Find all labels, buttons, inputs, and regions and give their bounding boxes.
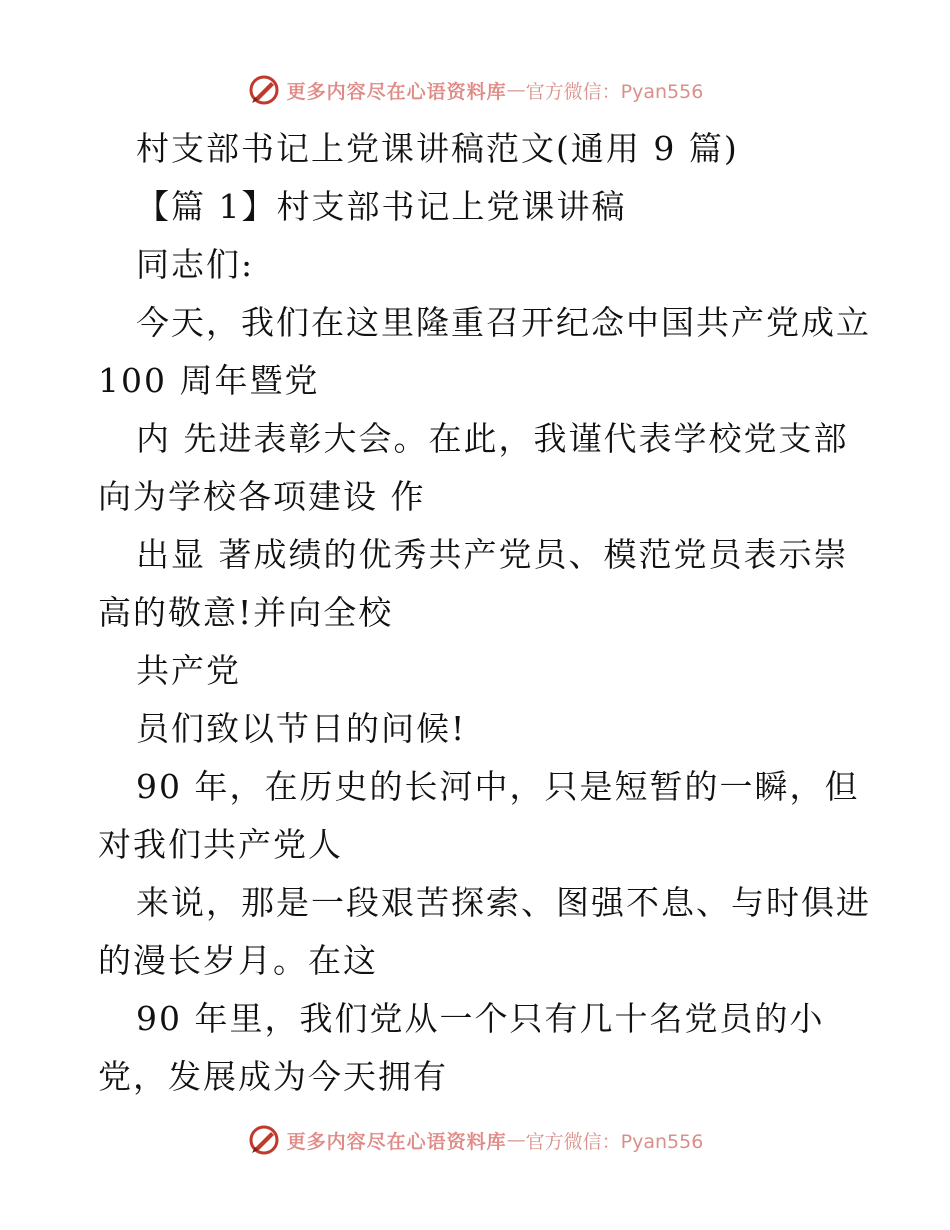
watermark-wechat-text: 官方微信：Pyan556 bbox=[525, 80, 704, 103]
document-title: 村支部书记上党课讲稿范文(通用 9 篇) bbox=[136, 129, 739, 168]
watermark-separator: — bbox=[506, 79, 526, 101]
section-heading: 【篇 1】村支部书记上党课讲稿 bbox=[136, 187, 627, 226]
paragraph-line: 对我们共产党人 bbox=[98, 825, 343, 864]
paragraph-line: 高的敬意!并向全校 bbox=[98, 593, 394, 632]
paragraph-line: 内 先进表彰大会。在此，我谨代表学校党支部 bbox=[136, 419, 849, 458]
paragraph-line: 向为学校各项建设 作 bbox=[98, 477, 426, 516]
paragraph-line: 出显 著成绩的优秀共产党员、模范党员表示崇 bbox=[136, 535, 849, 574]
watermark-brand-text: 更多内容尽在心语资料库 bbox=[286, 80, 507, 103]
paragraph-line: 来说，那是一段艰苦探索、图强不息、与时俱进 bbox=[136, 883, 871, 922]
watermark-brand-text: 更多内容尽在心语资料库 bbox=[286, 1130, 507, 1153]
paragraph-line: 的漫长岁月。在这 bbox=[98, 941, 378, 980]
paragraph-line: 90 年里，我们党从一个只有几十名党员的小 bbox=[136, 999, 825, 1038]
watermark-wechat-text: 官方微信：Pyan556 bbox=[525, 1130, 704, 1153]
paragraph-line: 员们致以节日的问候! bbox=[136, 709, 467, 748]
paragraph-line: 党，发展成为今天拥有 bbox=[98, 1057, 448, 1096]
footer-watermark bbox=[0, 1120, 950, 1160]
header-watermark bbox=[0, 70, 950, 110]
pen-circle-logo-icon bbox=[247, 73, 281, 107]
paragraph-line: 90 年，在历史的长河中，只是短暂的一瞬，但 bbox=[136, 767, 860, 806]
watermark-separator: — bbox=[506, 1129, 526, 1151]
paragraph-line: 100 周年暨党 bbox=[98, 361, 320, 400]
document-body bbox=[98, 120, 871, 1106]
paragraph-line: 今天，我们在这里隆重召开纪念中国共产党成立 bbox=[136, 303, 871, 342]
salutation-line: 同志们: bbox=[136, 245, 255, 284]
paragraph-line: 共产党 bbox=[136, 651, 241, 690]
pen-circle-logo-icon bbox=[247, 1123, 281, 1157]
